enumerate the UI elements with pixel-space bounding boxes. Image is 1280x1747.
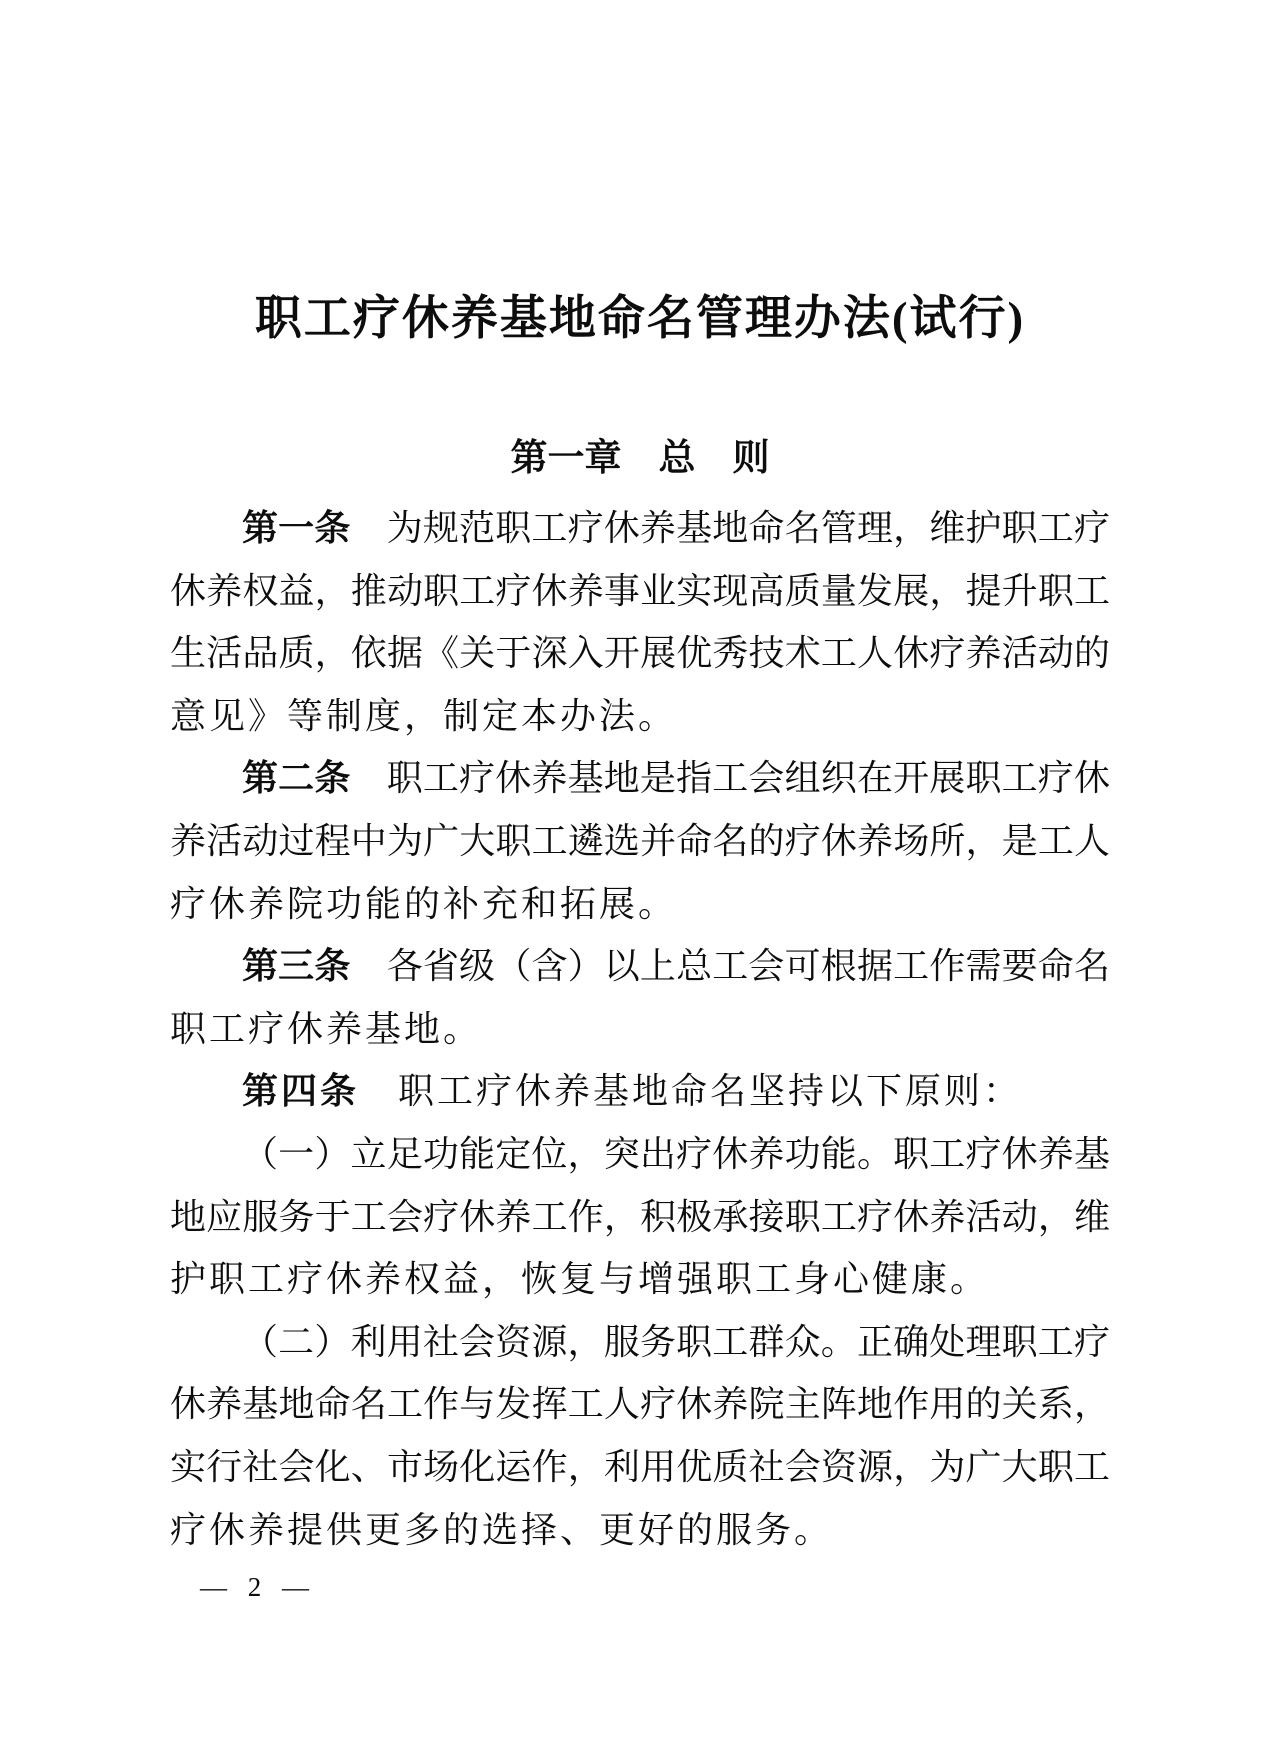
article-lead: 第三条	[242, 945, 351, 987]
text-line: 实行社会化、市场化运作，利用优质社会资源，为广大职工	[170, 1446, 1110, 1487]
text-line: 养活动过程中为广大职工遴选并命名的疗休养场所，是工人	[170, 820, 1110, 861]
chapter-heading: 第一章 总 则	[510, 437, 770, 478]
text-line	[170, 747, 1110, 810]
text-line: 地应服务于工会疗休养工作，积极承接职工疗休养活动，维	[170, 1196, 1110, 1237]
text-line: （二）利用社会资源，服务职工群众。正确处理职工疗	[242, 1321, 1110, 1362]
document-title: 职工疗休养基地命名管理办法(试行)	[254, 293, 1026, 345]
text-line: 生活品质，依据《关于深入开展优秀技术工人休疗养活动的	[170, 633, 1110, 674]
line-text: 为规范职工疗休养基地命名管理，维护职工疗	[350, 508, 1110, 548]
page-number: — 2 —	[200, 1572, 316, 1602]
text-line: 职工疗休养基地。	[170, 1008, 483, 1049]
text-line	[170, 935, 1110, 998]
text-line	[170, 1060, 1110, 1123]
article-lead: 第二条	[242, 757, 351, 799]
line-text: 职工疗休养基地是指工会组织在开展职工疗休	[350, 758, 1110, 799]
article-lead: 第一条	[242, 507, 351, 548]
article-lead: 第四条	[242, 1070, 360, 1112]
text-line: （一）立足功能定位，突出疗休养功能。职工疗休养基	[242, 1133, 1110, 1174]
text-line: 休养基地命名工作与发挥工人疗休养院主阵地作用的关系，	[170, 1384, 1110, 1425]
text-line: 疗休养院功能的补充和拓展。	[170, 883, 678, 924]
text-line: 护职工疗休养权益，恢复与增强职工身心健康。	[170, 1259, 990, 1300]
text-line	[170, 497, 1110, 560]
line-text: 职工疗休养基地命名坚持以下原则：	[359, 1071, 1023, 1112]
text-line: 疗休养提供更多的选择、更好的服务。	[170, 1509, 834, 1550]
document-body	[170, 497, 1110, 1561]
text-line: 意见》等制度，制定本办法。	[170, 695, 678, 736]
text-line: 休养权益，推动职工疗休养事业实现高质量发展，提升职工	[170, 570, 1110, 611]
line-text: 各省级（含）以上总工会可根据工作需要命名	[350, 946, 1110, 987]
